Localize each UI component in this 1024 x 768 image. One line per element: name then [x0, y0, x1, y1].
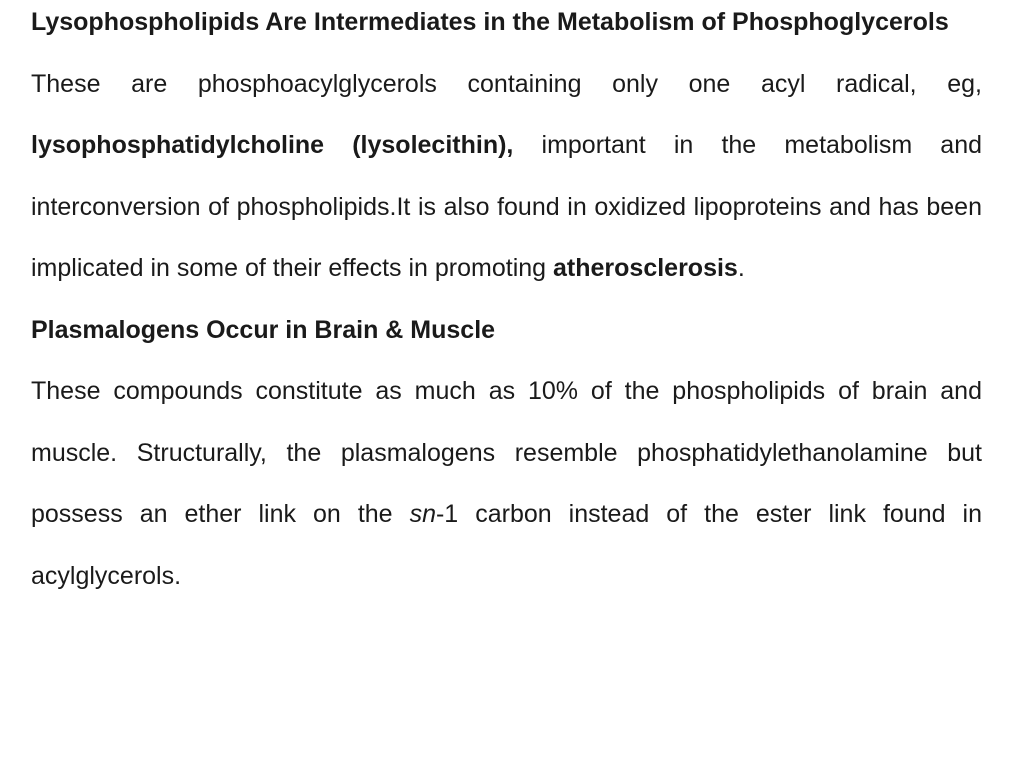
term-atherosclerosis: atherosclerosis [553, 254, 738, 282]
section-heading-plasmalogens: Plasmalogens Occur in Brain & Muscle [31, 315, 496, 344]
paragraph-plasmalogens [31, 361, 982, 607]
paragraph-text: important in the metabolism and interconversion of phospholipids.It is also found in oxidized lipoproteins and has been implicated in some of their effects in promoting [31, 131, 983, 282]
paragraph-text: These compounds constitute as much as 10% of the phospholipids of brain and muscle. Structurally, the plasmalogens resemble phosphatidylethanolamine but possess an ether link on the [31, 377, 982, 528]
term-sn: sn [409, 500, 436, 528]
term-lysophosphatidylcholine: lysophosphatidylcholine (lysolecithin), [31, 131, 514, 159]
paragraph-text: -1 carbon instead of the ester link found in acylglycerols. [31, 500, 982, 590]
paragraph-text: . [737, 254, 745, 282]
section-heading-lysophospholipids: Lysophospholipids Are Intermediates in the Metabolism of Phosphoglycerols [31, 8, 949, 36]
paragraph-lysophospholipids [31, 54, 982, 300]
paragraph-text: These are phosphoacylglycerols containing only one acyl radical, eg, [31, 69, 982, 98]
slide-content [31, 0, 982, 607]
